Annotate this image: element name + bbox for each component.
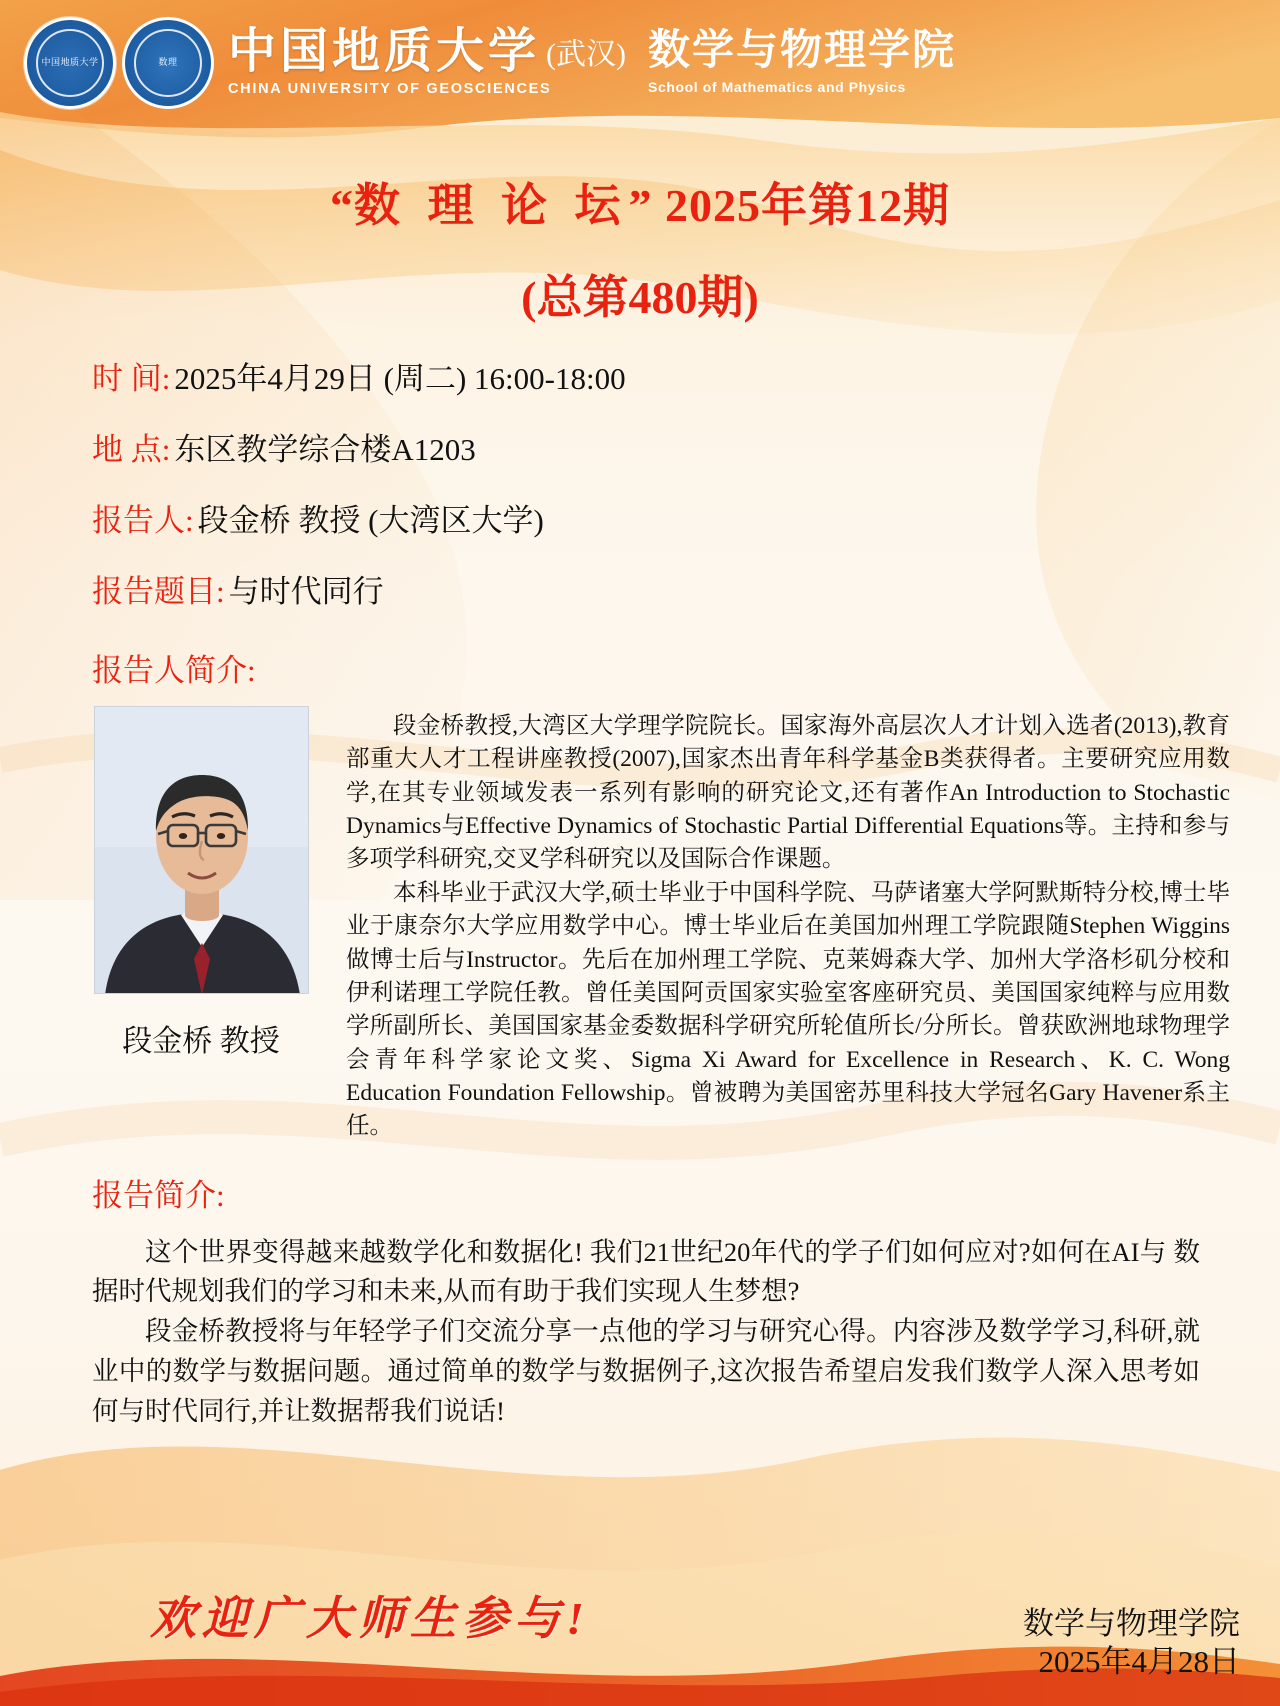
speaker-bio-paragraph-1: 段金桥教授,大湾区大学理学院院长。国家海外高层次人才计划入选者(2013),教育部重大人才工程讲座教授(2007),国家杰出青年科学基金B类获得者。主要研究应用数学,在其专业领域发表一系列有影响的研究论文,还有著作An Introduction to Stochastic Dynamics与Effective Dynamics of Stochastic Partial Differential Equations等。主持和参与多项学科研究,交叉学科研究以及国际合作课题。 [346,713,1230,873]
speaker-photo-caption: 段金桥 教授 [122,1025,280,1058]
university-campus-cn: (武汉) [546,38,626,71]
abstract-text [36,1233,1244,1432]
meta-label-topic: 报告题目: [92,574,225,609]
abstract-heading: 报告简介: [92,1177,225,1213]
school-seal-icon [122,17,214,109]
meta-label-location: 地 点: [92,432,171,467]
speaker-bio-paragraph-2: 本科毕业于武汉大学,硕士毕业于中国科学院、马萨诸塞大学阿默斯特分校,博士毕业于康奈尔大学应用数学中心。博士毕业后在美国加州理工学院跟随Stephen Wiggins 做博士后与Instructor。先后在加州理工学院、克莱姆森大学、加州大学洛杉矶分校和伊利诺理工学院任教。曾任美国阿贡国家实验室客座研究员、美国国家纯粹与应用数学所副所长、美国国家基金委数据科学研究所轮值所长/分所长。曾获欧洲地球物理学会青年科学家论文奖、Sigma Xi Award for Excellence in Research、K. C. Wong Education Foundation Fellowship。曾被聘为美国密苏里科技大学冠名Gary Havener系主任。 [346,879,1230,1140]
meta-row-location [36,424,1244,469]
university-name-block [228,25,626,97]
title-quote-open: “ [330,180,354,231]
poster-content [0,169,1280,1431]
speaker-bio-heading: 报告人简介: [92,653,256,688]
school-seal-label: 数理 [158,56,178,67]
meta-label-speaker: 报告人: [92,503,194,538]
poster-title-line1 [36,169,1244,235]
university-seal-icon [24,17,116,109]
school-name-en: School of Mathematics and Physics [648,79,906,95]
meta-value-time: 2025年4月29日 (周二) 16:00-18:00 [174,361,626,396]
poster-title-line2: (总第480期) [521,272,759,323]
university-name-cn: 中国地质大学 [228,25,541,78]
title-issue: 2025年第12期 [652,180,950,231]
meta-row-speaker [36,495,1244,540]
poster-header [0,0,1280,125]
title-quote-close: ” [628,180,653,231]
meta-label-time: 时 间: [92,361,171,396]
abstract-paragraph-2: 段金桥教授将与年轻学子们交流分享一点他的学习与研究心得。内容涉及数学学习,科研,就业中的数学与数据问题。通过简单的数学与数据例子,这次报告希望启发我们数学人深入思考如何与时代同行,并让数据帮我们说话! [92,1316,1200,1426]
poster-footer [0,1516,1280,1706]
speaker-portrait-icon [95,707,309,994]
footer-organizer: 数学与物理学院 [1023,1605,1240,1641]
meta-value-location: 东区教学综合楼A1203 [174,432,476,467]
title-forum-name: 数 理 论 坛 [354,180,629,231]
meta-value-topic: 与时代同行 [228,574,384,609]
school-name-cn: 数学与物理学院 [648,28,957,74]
speaker-photo [94,706,309,994]
welcome-message: 欢迎广大师生参与! [150,1593,590,1644]
university-name-en: CHINA UNIVERSITY OF GEOSCIENCES [228,81,552,97]
speaker-photo-column [56,684,346,1144]
meta-value-speaker: 段金桥 教授 (大湾区大学) [197,503,544,538]
abstract-paragraph-1: 这个世界变得越来越数学化和数据化! 我们21世纪20年代的学子们如何应对?如何在AI与 数据时代规划我们的学习和未来,从而有助于我们实现人生梦想? [92,1236,1200,1307]
footer-date: 2025年4月28日 [1038,1644,1240,1680]
footer-signature [1023,1605,1240,1683]
university-seal-label: 中国地质大学 [41,56,99,67]
speaker-bio-area [36,684,1244,1144]
speaker-bio-text [346,684,1244,1144]
school-name-block [648,30,956,95]
meta-row-time [36,353,1244,398]
meta-row-topic [36,566,1244,611]
